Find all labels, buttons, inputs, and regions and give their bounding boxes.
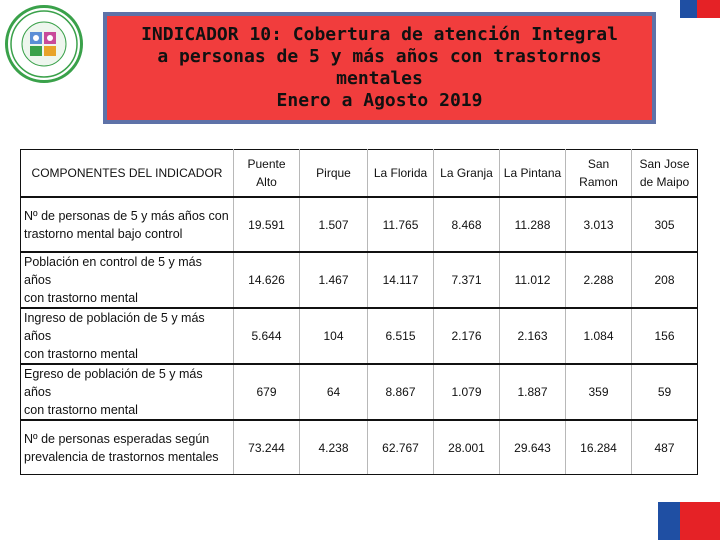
- table-cell: 1.887: [500, 364, 566, 420]
- title-line-3: mentales: [336, 68, 423, 89]
- row-label-line: Nº de personas esperadas según: [24, 431, 210, 446]
- table-cell: 208: [632, 252, 698, 308]
- row-label-line: con trastorno mental: [24, 347, 138, 361]
- column-header: [368, 150, 434, 198]
- table-cell: 11.288: [500, 197, 566, 252]
- flag-red-stripe: [680, 502, 720, 540]
- table-cell: 8.468: [434, 197, 500, 252]
- table-cell: 11.765: [368, 197, 434, 252]
- table-cell: 14.117: [368, 252, 434, 308]
- table-cell: 7.371: [434, 252, 500, 308]
- health-institution-logo-icon: [5, 5, 83, 83]
- row-label: [21, 197, 234, 252]
- table-cell: 1.079: [434, 364, 500, 420]
- column-header: [234, 150, 300, 198]
- table-cell: 8.867: [368, 364, 434, 420]
- table-cell: 2.163: [500, 308, 566, 364]
- table-cell: 1.507: [300, 197, 368, 252]
- table-cell: 6.515: [368, 308, 434, 364]
- table-cell: 305: [632, 197, 698, 252]
- row-label-line: prevalencia de trastornos mentales: [24, 449, 219, 464]
- row-label: [21, 308, 234, 364]
- table-row: [21, 252, 698, 308]
- table-header-row: [21, 150, 698, 198]
- row-label: [21, 364, 234, 420]
- column-header-line: Puente: [247, 157, 286, 171]
- table-cell: 19.591: [234, 197, 300, 252]
- table-cell: 487: [632, 420, 698, 475]
- indicator-table: [20, 149, 698, 475]
- table-cell: 62.767: [368, 420, 434, 475]
- table-cell: 3.013: [566, 197, 632, 252]
- row-label-line: Población en control de 5 y más años: [24, 255, 202, 287]
- column-header-line: San Jose: [639, 157, 690, 171]
- table-cell: 2.176: [434, 308, 500, 364]
- column-header: [500, 150, 566, 198]
- column-header: [21, 150, 234, 198]
- column-header-line: San Ramon: [579, 157, 618, 189]
- table-cell: 14.626: [234, 252, 300, 308]
- column-header-line: La Florida: [373, 166, 428, 180]
- slide-title-box: [103, 12, 656, 124]
- column-header-line: de Maipo: [639, 175, 690, 189]
- table-cell: 359: [566, 364, 632, 420]
- table-cell: 16.284: [566, 420, 632, 475]
- column-header-line: Pirque: [316, 166, 351, 180]
- table-cell: 73.244: [234, 420, 300, 475]
- row-label-line: con trastorno mental: [24, 291, 138, 305]
- title-line-2: a personas de 5 y más años con trastornos: [157, 46, 602, 67]
- flag-decoration-top: [680, 0, 720, 18]
- flag-blue-stripe: [658, 502, 680, 540]
- table-row: [21, 197, 698, 252]
- column-header-line: Alto: [256, 175, 277, 189]
- table-cell: 104: [300, 308, 368, 364]
- table-cell: 28.001: [434, 420, 500, 475]
- row-label-line: trastorno mental bajo control: [24, 226, 183, 241]
- table-row: [21, 308, 698, 364]
- logo-emblem-icon: [8, 8, 80, 80]
- flag-red-stripe: [697, 0, 720, 18]
- table-row: [21, 364, 698, 420]
- table-cell: 5.644: [234, 308, 300, 364]
- column-header: [434, 150, 500, 198]
- table-cell: 156: [632, 308, 698, 364]
- table-cell: 679: [234, 364, 300, 420]
- column-header: [300, 150, 368, 198]
- row-label-line: Egreso de población de 5 y más años: [24, 367, 203, 399]
- column-header-line: La Granja: [440, 166, 493, 180]
- table-cell: 2.288: [566, 252, 632, 308]
- table-cell: 1.467: [300, 252, 368, 308]
- table-cell: 1.084: [566, 308, 632, 364]
- column-header: [632, 150, 698, 198]
- title-line-1: INDICADOR 10: Cobertura de atención Integral: [141, 24, 618, 45]
- row-label: [21, 252, 234, 308]
- flag-blue-stripe: [680, 0, 697, 18]
- column-header-line: COMPONENTES DEL INDICADOR: [31, 166, 223, 180]
- column-header-line: La Pintana: [503, 166, 562, 180]
- row-label-line: con trastorno mental: [24, 403, 138, 417]
- row-label-line: Nº de personas de 5 y más años con: [24, 208, 229, 223]
- table-cell: 59: [632, 364, 698, 420]
- table-cell: 64: [300, 364, 368, 420]
- table-cell: 29.643: [500, 420, 566, 475]
- table-cell: 11.012: [500, 252, 566, 308]
- column-header: [566, 150, 632, 198]
- table-row: [21, 420, 698, 475]
- title-line-4: Enero a Agosto 2019: [276, 90, 483, 111]
- row-label-line: Ingreso de población de 5 y más años: [24, 311, 205, 343]
- flag-decoration-bottom: [658, 502, 720, 540]
- table-cell: 4.238: [300, 420, 368, 475]
- row-label: [21, 420, 234, 475]
